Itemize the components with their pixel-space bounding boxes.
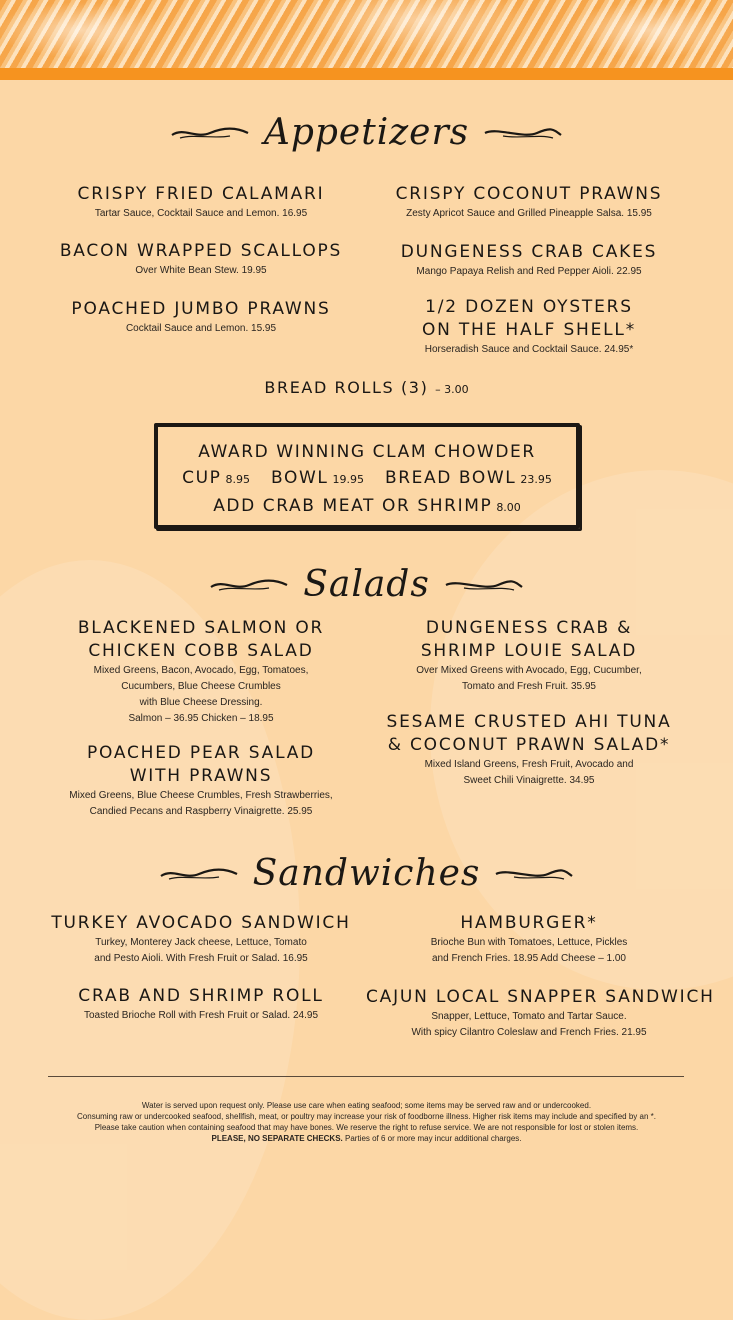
item-description-line: With spicy Cilantro Coleslaw and French Fries. 21.95 bbox=[411, 1027, 647, 1038]
menu-item-bread-rolls bbox=[0, 378, 733, 397]
footer-line bbox=[0, 1133, 733, 1144]
bread-bowl-label: BREAD BOWL bbox=[384, 468, 517, 488]
addon-price: 8.00 bbox=[496, 501, 521, 514]
item-name-line1: SESAME CRUSTED AHI TUNA bbox=[386, 712, 672, 732]
clam-chowder-box bbox=[154, 423, 580, 529]
item-name-line2: ON THE HALF SHELL* bbox=[421, 320, 637, 340]
item-name-line2: SHRIMP LOUIE SALAD bbox=[420, 641, 638, 661]
item-description-line: Candied Pecans and Raspberry Vinaigrette. 25.95 bbox=[89, 806, 313, 817]
item-name: HAMBURGER* bbox=[460, 913, 598, 933]
item-description-line: Sweet Chili Vinaigrette. 34.95 bbox=[463, 775, 595, 786]
item-description-line: Cucumbers, Blue Cheese Crumbles bbox=[121, 681, 281, 692]
item-name-line1: BLACKENED SALMON OR bbox=[77, 618, 325, 638]
menu-item-hamburger bbox=[366, 912, 692, 967]
item-name-line1: 1/2 DOZEN OYSTERS bbox=[425, 297, 633, 317]
menu-item-cobb-salad bbox=[38, 617, 364, 727]
item-description: Over White Bean Stew. 19.95 bbox=[135, 265, 267, 276]
item-description: Cocktail Sauce and Lemon. 15.95 bbox=[125, 323, 277, 334]
item-description-line: Mixed Greens, Blue Cheese Crumbles, Fresh Strawberries, bbox=[69, 790, 333, 801]
item-description-line: with Blue Cheese Dressing. bbox=[139, 697, 263, 708]
menu-item-ahi-tuna-prawn-salad bbox=[366, 711, 692, 789]
footer-disclaimer bbox=[0, 1100, 733, 1144]
item-name: DUNGENESS CRAB CAKES bbox=[400, 242, 658, 262]
cup-price: 8.95 bbox=[225, 473, 251, 486]
item-description-line: Turkey, Monterey Jack cheese, Lettuce, Tomato bbox=[95, 937, 307, 948]
item-name-line2: CHICKEN COBB SALAD bbox=[88, 641, 314, 661]
item-description-line: and Pesto Aioli. With Fresh Fruit or Salad. 16.95 bbox=[94, 953, 308, 964]
addon-label: ADD CRAB MEAT OR SHRIMP bbox=[213, 496, 493, 516]
chowder-sizes bbox=[158, 465, 576, 493]
item-description-line: Tomato and Fresh Fruit. 35.95 bbox=[462, 681, 596, 692]
item-description: Tartar Sauce, Cocktail Sauce and Lemon. 16.95 bbox=[94, 208, 308, 219]
item-name: BREAD ROLLS (3) bbox=[264, 378, 429, 397]
item-name: CRAB AND SHRIMP ROLL bbox=[78, 986, 324, 1006]
item-price: – 3.00 bbox=[435, 383, 469, 396]
item-description-line: Toasted Brioche Roll with Fresh Fruit or Salad. 24.95 bbox=[84, 1010, 318, 1021]
right-flourish-icon bbox=[483, 125, 563, 141]
footer-divider bbox=[48, 1076, 684, 1077]
item-description-line: Mixed Greens, Bacon, Avocado, Egg, Tomatoes, bbox=[93, 665, 309, 676]
item-name-line2: & COCONUT PRAWN SALAD* bbox=[387, 735, 671, 755]
item-description-line: and French Fries. 18.95 Add Cheese – 1.00 bbox=[431, 953, 626, 964]
item-name: TURKEY AVOCADO SANDWICH bbox=[51, 913, 351, 933]
sandwiches-title: Sandwiches bbox=[252, 853, 481, 894]
item-description-line: Salmon – 36.95 Chicken – 18.95 bbox=[128, 713, 274, 724]
bowl-price: 19.95 bbox=[332, 473, 364, 486]
menu-item-cajun-snapper-sandwich bbox=[366, 986, 715, 1041]
menu-item-crab-shrimp-roll bbox=[38, 985, 364, 1024]
item-name-line1: POACHED PEAR SALAD bbox=[86, 743, 316, 763]
menu-item-dungeness-crab-cakes bbox=[366, 241, 692, 280]
decorative-header-art bbox=[0, 0, 733, 68]
chowder-addon bbox=[158, 493, 576, 521]
header-orange-band bbox=[0, 68, 733, 80]
menu-item-turkey-avocado-sandwich bbox=[38, 912, 364, 967]
item-description: Zesty Apricot Sauce and Grilled Pineapple Salsa. 15.95 bbox=[406, 208, 652, 219]
party-size-notice: Parties of 6 or more may incur additional charges. bbox=[342, 1134, 522, 1143]
cup-label: CUP bbox=[182, 468, 222, 488]
item-name: CRISPY FRIED CALAMARI bbox=[77, 184, 325, 204]
left-flourish-icon bbox=[170, 125, 250, 141]
left-flourish-icon bbox=[209, 577, 289, 593]
item-description: Horseradish Sauce and Cocktail Sauce. 24.95* bbox=[424, 344, 634, 355]
menu-item-crispy-coconut-prawns bbox=[366, 183, 692, 222]
item-description-line: Mixed Island Greens, Fresh Fruit, Avocado and bbox=[424, 759, 634, 770]
left-flourish-icon bbox=[159, 866, 239, 882]
item-description: Mango Papaya Relish and Red Pepper Aioli. 22.95 bbox=[416, 266, 642, 277]
menu-item-crispy-fried-calamari bbox=[38, 183, 364, 222]
item-name: CAJUN LOCAL SNAPPER SANDWICH bbox=[366, 987, 715, 1007]
bowl-label: BOWL bbox=[271, 468, 329, 488]
salads-heading bbox=[0, 564, 733, 605]
footer-line: Water is served upon request only. Please use care when eating seafood; some items may be served raw and or undercooked. bbox=[141, 1101, 592, 1110]
appetizers-title: Appetizers bbox=[263, 112, 470, 153]
appetizers-heading bbox=[0, 112, 733, 153]
footer-line: Consuming raw or undercooked seafood, shellfish, meat, or poultry may increase your risk of foodborne illness. Higher risk items may include and specified by an *. bbox=[77, 1112, 656, 1121]
item-description-line: Over Mixed Greens with Avocado, Egg, Cucumber, bbox=[416, 665, 642, 676]
item-name-line2: WITH PRAWNS bbox=[129, 766, 273, 786]
right-flourish-icon bbox=[494, 866, 574, 882]
menu-item-crab-shrimp-louie-salad bbox=[366, 617, 692, 695]
footer-line: Please take caution when containing seafood that may have bones. We reserve the right to refuse service. We are not responsible for lost or stolen items. bbox=[94, 1123, 639, 1132]
no-separate-checks-notice: PLEASE, NO SEPARATE CHECKS. bbox=[211, 1134, 343, 1143]
menu-item-bacon-wrapped-scallops bbox=[38, 240, 364, 279]
item-name: CRISPY COCONUT PRAWNS bbox=[395, 184, 663, 204]
menu-item-poached-jumbo-prawns bbox=[38, 298, 364, 337]
item-name-line1: DUNGENESS CRAB & bbox=[425, 618, 633, 638]
menu-item-poached-pear-salad bbox=[38, 742, 364, 820]
menu-item-oysters-half-shell bbox=[366, 296, 692, 358]
item-description-line: Snapper, Lettuce, Tomato and Tartar Sauce. bbox=[431, 1011, 627, 1022]
chowder-title: AWARD WINNING CLAM CHOWDER bbox=[198, 442, 536, 462]
item-name: POACHED JUMBO PRAWNS bbox=[71, 299, 331, 319]
item-name: BACON WRAPPED SCALLOPS bbox=[59, 241, 343, 261]
bread-bowl-price: 23.95 bbox=[520, 473, 552, 486]
right-flourish-icon bbox=[444, 577, 524, 593]
salads-title: Salads bbox=[303, 564, 430, 605]
sandwiches-heading bbox=[0, 853, 733, 894]
item-description-line: Brioche Bun with Tomatoes, Lettuce, Pickles bbox=[430, 937, 628, 948]
